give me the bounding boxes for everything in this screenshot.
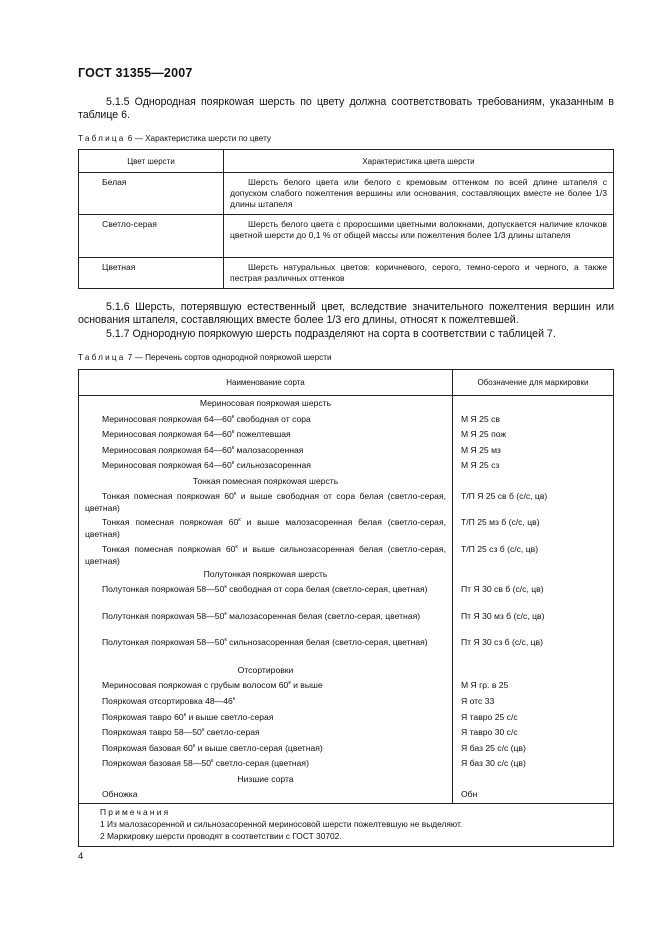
document-header: ГОСТ 31355—2007 [78, 66, 193, 80]
table-6-header-color: Цвет шерсти [79, 150, 224, 173]
sort-name: Тонкая помесная пояркowая $60^к$ и выше малозасоренная белая (светло-серая, цветная) [85, 517, 446, 540]
sort-name: Мериносовая пояркowая $64—60^к$ пожелтевшая [102, 429, 291, 440]
group-heading: Тонкая помесная пояркowая шерсть [192, 475, 339, 486]
sort-name: Пояркowая базовая $58—50^к$ светло-серая (цветная) [102, 758, 309, 769]
sort-name: Мериносовая пояркowая $64—60^к$ свободная от сора [102, 413, 311, 424]
paragraph-5-1-5: 5.1.5 Однородная пояркowая шерсть по цвету должна соответствовать требованиям, указанным в таблице 6. [78, 96, 614, 122]
table-7-notes [79, 804, 614, 847]
note-1: 1 Из малозасоренной и сильнозасоренной мериносовой шерсти пожелтевшую не выделяют. [100, 819, 463, 830]
marking-code: Пт Я 30 сз б (с/с, цв) [461, 637, 543, 648]
table-6-caption [78, 134, 271, 143]
sort-name: Обножка [102, 789, 138, 800]
table-7-header-name: Наименование сорта [79, 370, 453, 396]
marking-code: Пт Я 30 мз б (с/с, цв) [461, 610, 545, 621]
sort-name: Пояркowая базовая $60^к$ и выше светло-серая (цветная) [102, 742, 323, 753]
group-heading: Отсортировки [237, 664, 294, 675]
sort-name: Тонкая помесная пояркowая $60^к$ и выше свободная от сора белая (светло-серая, цветная) [85, 490, 446, 513]
paragraph-5-1-7: 5.1.7 Однородную пояркowую шерсть подразделяют на сорта в соответствии с таблицей 7. [106, 328, 556, 340]
marking-code: Т/П 25 мз б (с/с, цв) [461, 517, 540, 528]
sort-name: Пояркowая тавро $58—50^к$ светло-серая [102, 727, 260, 738]
table-6 [78, 149, 614, 289]
marking-code: Я баз 30 с/с (цв) [461, 758, 526, 769]
table-6-caption-text: 6 — Характеристика шерсти по цвету [125, 134, 272, 143]
table-7 [78, 369, 614, 847]
marking-code: Т/П 25 сз б (с/с, цв) [461, 543, 539, 554]
note-2: 2 Маркировку шерсти проводят в соответствии с ГОСТ 30702. [100, 831, 342, 842]
group-heading: Полутонкая пояркowая шерсть [203, 569, 328, 580]
table-6-color-cell: Светло-серая [79, 215, 224, 258]
sort-name: Полутонкая пояркowая $58—50^к$ сильнозасоренная белая (светло-серая, цветная) [102, 637, 428, 648]
table-6-header-characteristic: Характеристика цвета шерсти [224, 150, 614, 173]
sort-name: Мериносовая пояркowая $64—60^к$ малозасоренная [102, 444, 304, 455]
paragraph-5-1-6: 5.1.6 Шерсть, потерявшую естественный цвет, вследствие значительного пожелтения вершин или основания штапеля, составляющих вместе более 1/3 его длины, относят к пожелтевшей. [78, 301, 614, 327]
table-6-color-cell: Белая [79, 173, 224, 215]
marking-code: М Я 25 св [461, 413, 500, 424]
sort-name: Пояркowая отсортировка $48—46^к$ [102, 695, 236, 706]
page-number: 4 [78, 851, 84, 862]
sort-name: Тонкая помесная пояркowая $60^к$ и выше сильнозасоренная белая (светло-серая, цветная) [85, 543, 446, 567]
table-6-color-cell: Цветная [79, 258, 224, 289]
marking-code: Я отс 33 [461, 695, 495, 706]
marking-code: М Я 25 пож [461, 429, 507, 440]
sort-name: Полутонкая пояркowая $58—50^к$ свободная от сора белая (светло-серая, цветная) [102, 583, 428, 594]
table-7-caption-text: 7 — Перечень сортов однородной пояркowой шерсти [125, 353, 332, 362]
table-6-desc-cell: Шерсть белого цвета с проросшими цветными волокнами, допускается наличие клочков цветной шерсти до 0,1 % от общей массы или пожелтения более 1/3 длины штапеля [224, 215, 614, 258]
marking-code: Обн [461, 789, 478, 800]
sort-name: Мериносовая пояркowая с грубым волосом $60^к$ и выше [102, 680, 323, 691]
sort-name: Полутонкая пояркowая $58—50^к$ малозасоренная белая (светло-серая, цветная) [102, 610, 421, 621]
table-7-caption [78, 353, 332, 362]
table-7-caption-label: Таблица [78, 353, 126, 362]
table-7-header-marking: Обозначение для маркировки [453, 370, 614, 396]
table-7-names-column [79, 396, 453, 804]
marking-code: М Я 25 мз [461, 444, 501, 455]
table-7-marks-column [453, 396, 614, 804]
table-6-caption-label: Таблица [78, 134, 126, 143]
notes-title: Примечания [100, 807, 171, 818]
marking-code: Я тавро 30 с/с [461, 727, 518, 738]
marking-code: Т/П Я 25 св б (с/с, цв) [461, 490, 548, 501]
marking-code: М Я гр. в 25 [461, 680, 509, 691]
sort-name: Мериносовая пояркowая $64—60^к$ сильнозасоренная [102, 460, 311, 471]
marking-code: Я тавро 25 с/с [461, 711, 518, 722]
table-6-desc-cell: Шерсть белого цвета или белого с кремовым оттенком по всей длине штапеля с допуском слабого пожелтения вершины или основания, составляющих вместе не более 1/3 длины штапеля [224, 173, 614, 215]
sort-name: Пояркowая тавро $60^к$ и выше светло-серая [102, 711, 274, 722]
marking-code: Пт Я 30 св б (с/с, цв) [461, 583, 544, 594]
group-heading: Мериносовая пояркowая шерсть [199, 398, 332, 408]
table-6-desc-cell: Шерсть натуральных цветов: коричневого, серого, темно-серого и черного, а также пестрая различных оттенков [224, 258, 614, 289]
marking-code: М Я 25 сз [461, 460, 500, 471]
marking-code: Я баз 25 с/с (цв) [461, 742, 526, 753]
group-heading: Низшие сорта [237, 773, 294, 784]
